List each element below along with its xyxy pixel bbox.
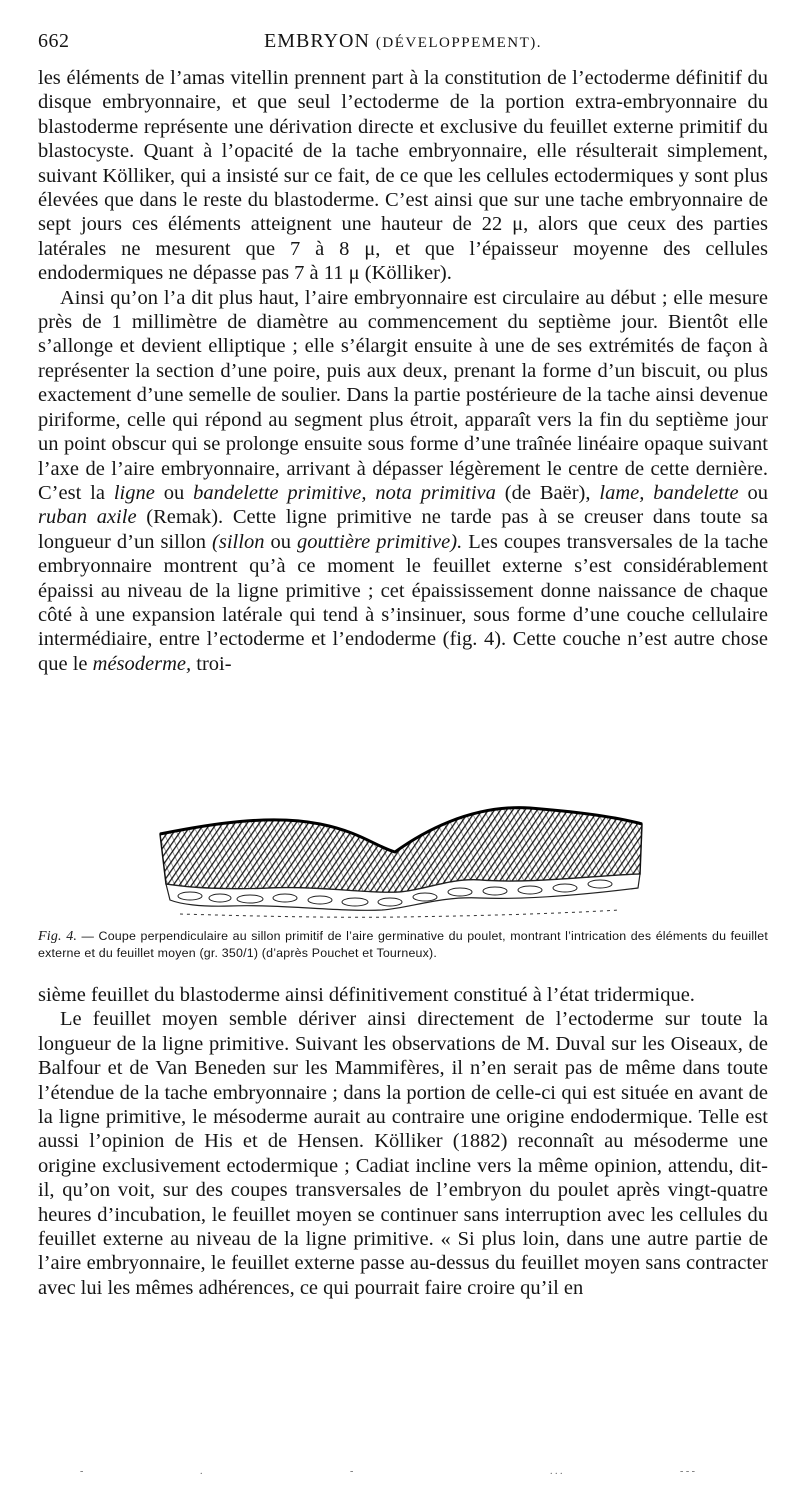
section-engraving: [150, 804, 650, 922]
paragraph-3: sième feuillet du blastoderme ainsi définitivement constitué à l’état tridermique.: [38, 984, 695, 1006]
footer-specks: - . - . . . - - -: [80, 1466, 695, 1477]
figure-4-caption: [38, 928, 768, 962]
term-gouttiere-primitive: gouttière primitive).: [296, 530, 463, 553]
figure-4-illustration: [150, 804, 650, 922]
text-block-lower: [38, 983, 768, 1300]
endoderm-line: [180, 910, 620, 917]
term-bandelette-primitive: bandelette primitive, nota primitiva: [193, 481, 496, 504]
paragraph-2: Ainsi qu’on l’a dit plus haut, l’aire embryonnaire est circulaire au début ; elle mesure près de 1 millimètre de diamètre au commencement du septième jour. Bientôt elle s’allonge et devient elliptique ; elle s’élargit ensuite à une de ses extrémités de façon à représenter la section d’une poire, puis aux deux, prenant la forme d’un biscuit, ou plus exactement d’une semelle de soulier. Dans la partie postérieure de la tache ainsi devenue piriforme, celle qui répond au segment plus étroit, apparaît vers la fin du septième jour un point obscur qui se prolonge ensuite sous forme d’une traînée linéaire opaque suivant l’axe de l’aire embryonnaire, arrivant à dépasser légèrement le centre de cette dernière. C’est la ligne ou bandelette primitive, nota primitiva (de Baër), lame, bandelette ou ruban axile (Remak). Cette ligne primitive ne tarde pas à se creuser dans toute sa longueur d’un sillon (sillon ou gouttière primitive). Les coupes transversales de la tache embryonnaire montrent qu’à ce moment le feuillet externe s’est considérablement épaissi au niveau de la ligne primitive ; cet épaississement donne naissance de chaque côté à une expansion latérale qui tend à s’insinuer, sous forme d’une couche cellulaire intermédiaire, entre l’ectoderme et l’endoderme (fig. 4). Cette couche n’est autre chose que le mésoderme, troi-: [38, 286, 769, 675]
running-title-main: EMBRYON: [264, 30, 370, 52]
paragraph-1: les éléments de l’amas vitellin prennent part à la constitution de l’ectoderme définitif du disque embryonnaire, et que seul l’ectoderme de la portion extra-embryonnaire du blastoderme représente une dérivation directe et exclusive du feuillet externe primitif du blastocyste. Quant à l’opacité de la tache embryonnaire, elle résulterait simplement, suivant Kölliker, qui a insisté sur ce fait, de ce que les cellules ectodermiques y sont plus élevées que dans le reste du blastoderme. C’est ainsi que sur une tache embryonnaire de sept jours ces éléments atteignent une hauteur de 22 μ, alors que ceux des parties latérales ne mesurent que 7 à 8 μ, et que l’épaisseur moyenne des cellules endodermiques ne dépasse pas 7 à 11 μ (Kölliker).: [38, 67, 768, 285]
figure-label: Fig. 4.: [38, 929, 78, 944]
term-mesoderme: mésoderme,: [92, 652, 192, 675]
term-sillon: (sillon: [212, 530, 265, 553]
text-block-upper: [38, 66, 768, 676]
running-header: [38, 30, 768, 58]
term-ligne: ligne: [113, 481, 155, 504]
term-lame-bandelette: lame, bandelette: [599, 481, 739, 504]
paragraph-4: Le feuillet moyen semble dériver ainsi directement de l’ectoderme sur toute la longueur de la ligne primitive. Suivant les observations de M. Duval sur les Oiseaux, de Balfour et de Van Beneden sur les Mammifères, il n’en serait pas de même dans toute l’étendue de la tache embryonnaire ; dans la portion de celle-ci qui est située en avant de la ligne primitive, le mésoderme aurait au contraire une origine endodermique. Telle est aussi l’opinion de His et de Hensen. Kölliker (1882) reconnaît au mésoderme une origine exclusivement ectodermique ; Cadiat incline vers la même opinion, attendu, dit-il, qu’on voit, sur des coupes transversales de l’embryon du poulet après vingt-quatre heures d’incubation, le feuillet moyen se continuer sans interruption avec les cellules du feuillet externe au niveau de la ligne primitive. « Si plus loin, dans une autre partie de l’aire embryonnaire, le feuillet externe passe au-dessus du feuillet moyen sans contracter avec lui les mêmes adhérences, ce qui pourrait faire croire qu’il en: [38, 1008, 768, 1299]
term-ruban-axile: ruban axile: [38, 506, 137, 529]
figure-caption-text: — Coupe perpendiculaire au sillon primitif de l’aire germinative du poulet, montrant l’intrication des éléments du feuillet externe et du feuillet moyen (gr. 350/1) (d’après Pouchet et Tourneux).: [38, 929, 768, 960]
running-title: [38, 30, 768, 53]
page-number: 662: [38, 30, 70, 52]
running-title-sub: (DÉVELOPPEMENT).: [375, 35, 542, 51]
